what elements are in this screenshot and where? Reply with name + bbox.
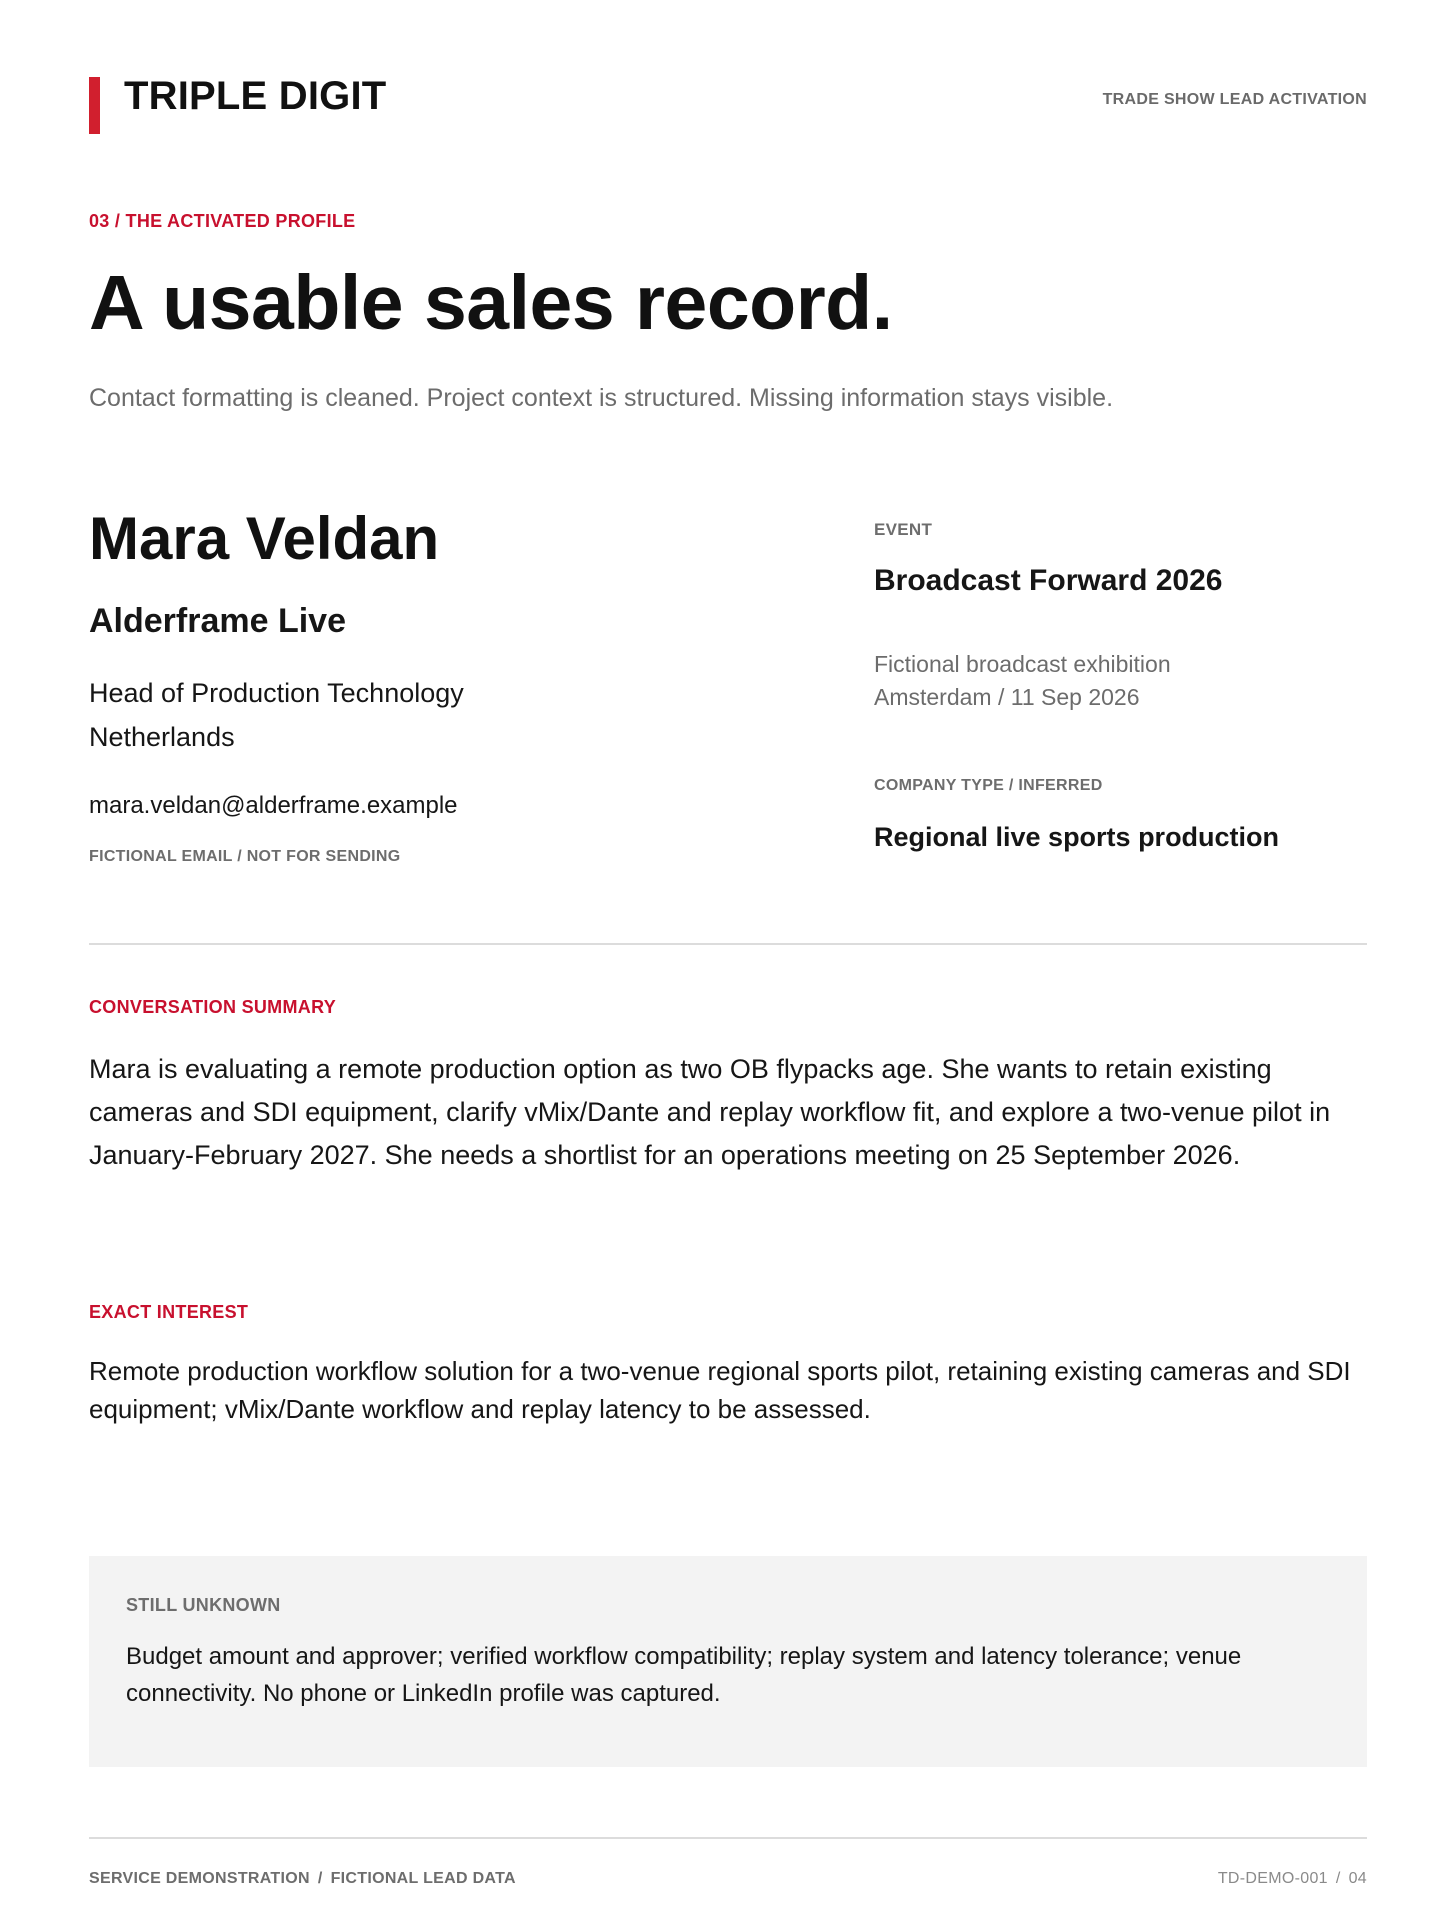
page-lede: Contact formatting is cleaned. Project context is structured. Missing information stays visible. [89,384,1114,412]
page-number: 04 [1348,1870,1367,1887]
divider [89,943,1367,945]
contact-company: Alderframe Live [89,602,346,640]
interest-label: EXACT INTEREST [89,1302,249,1322]
event-label: EVENT [874,520,933,539]
contact-role: Head of Production Technology [89,678,464,708]
contact-name: Mara Veldan [89,505,440,572]
still-unknown-label: STILL UNKNOWN [126,1595,281,1615]
document-page [89,0,1367,1920]
contact-email-note: FICTIONAL EMAIL / NOT FOR SENDING [89,848,401,865]
page-title: A usable sales record. [89,260,893,346]
section-kicker: 03 / THE ACTIVATED PROFILE [89,211,356,231]
event-description-line: Fictional broadcast exhibition [874,651,1171,677]
contact-email: mara.veldan@alderframe.example [89,792,458,819]
contact-country: Netherlands [89,722,235,752]
event-location-date: Amsterdam / 11 Sep 2026 [874,684,1140,710]
footer-separator: / [1335,1870,1341,1887]
company-type-label: COMPANY TYPE / INFERRED [874,777,1103,794]
header-tag: TRADE SHOW LEAD ACTIVATION [1102,91,1367,108]
footer-service-label: SERVICE DEMONSTRATION [89,1870,310,1887]
exact-interest: Remote production workflow solution for a two-venue regional sports pilot, retaining existing cameras and SDI equipment; vMix/Dante workflow and replay latency to be assessed. [89,1356,1351,1424]
event-name: Broadcast Forward 2026 [874,564,1223,597]
still-unknown-text: Budget amount and approver; verified workflow compatibility; replay system and latency tolerance; venue connectivity. No phone or LinkedIn profile was captured. [126,1643,1242,1707]
footer-separator: / [317,1870,323,1887]
footer-left [89,1869,516,1889]
conversation-summary: Mara is evaluating a remote production option as two OB flypacks age. She wants to retain existing cameras and SDI equipment, clarify vMix/Dante and replay workflow fit, and explore a two-venue pilot in January-February 2027. She needs a shortlist for an operations meeting on 25 September 2026. [89,1054,1331,1170]
brand-accent-bar [89,77,100,134]
footer-doc-id: TD-DEMO-001 [1217,1870,1328,1887]
footer-divider [89,1837,1367,1839]
summary-label: CONVERSATION SUMMARY [89,997,337,1017]
brand-logo-text: TRIPLE DIGIT [124,74,387,118]
footer-data-label: FICTIONAL LEAD DATA [330,1870,516,1887]
company-type-value: Regional live sports production [874,822,1280,852]
event-description [874,648,1171,714]
footer-right [1218,1869,1367,1889]
